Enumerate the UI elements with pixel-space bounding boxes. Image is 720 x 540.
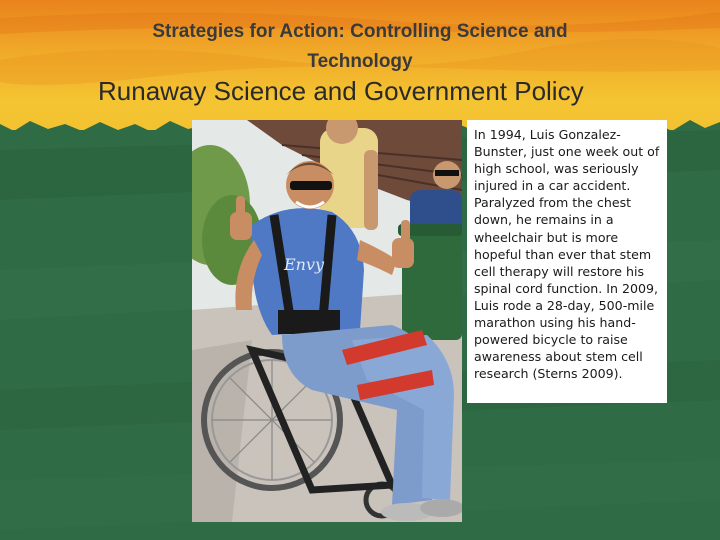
slide-kicker: Strategies for Action: Controlling Science and Technology (152, 21, 568, 72)
slide-title: Runaway Science and Government Policy (98, 76, 584, 106)
caption-box (467, 120, 667, 403)
photo-man-in-wheelchair (192, 120, 462, 522)
shirt-text: Envy (283, 255, 325, 274)
caption-text: In 1994, Luis Gonzalez-Bunster, just one week out of high school, was seriously injured in a car accident. Paralyzed from the chest down, he remains in a wheelchair but is more hopeful than ever that stem cell therapy will restore his spinal cord function. In 2009, Luis rode a 28-day, 500-mile marathon using his hand-powered bicycle to raise awareness about stem cell research (Sterns 2009). (474, 127, 660, 382)
